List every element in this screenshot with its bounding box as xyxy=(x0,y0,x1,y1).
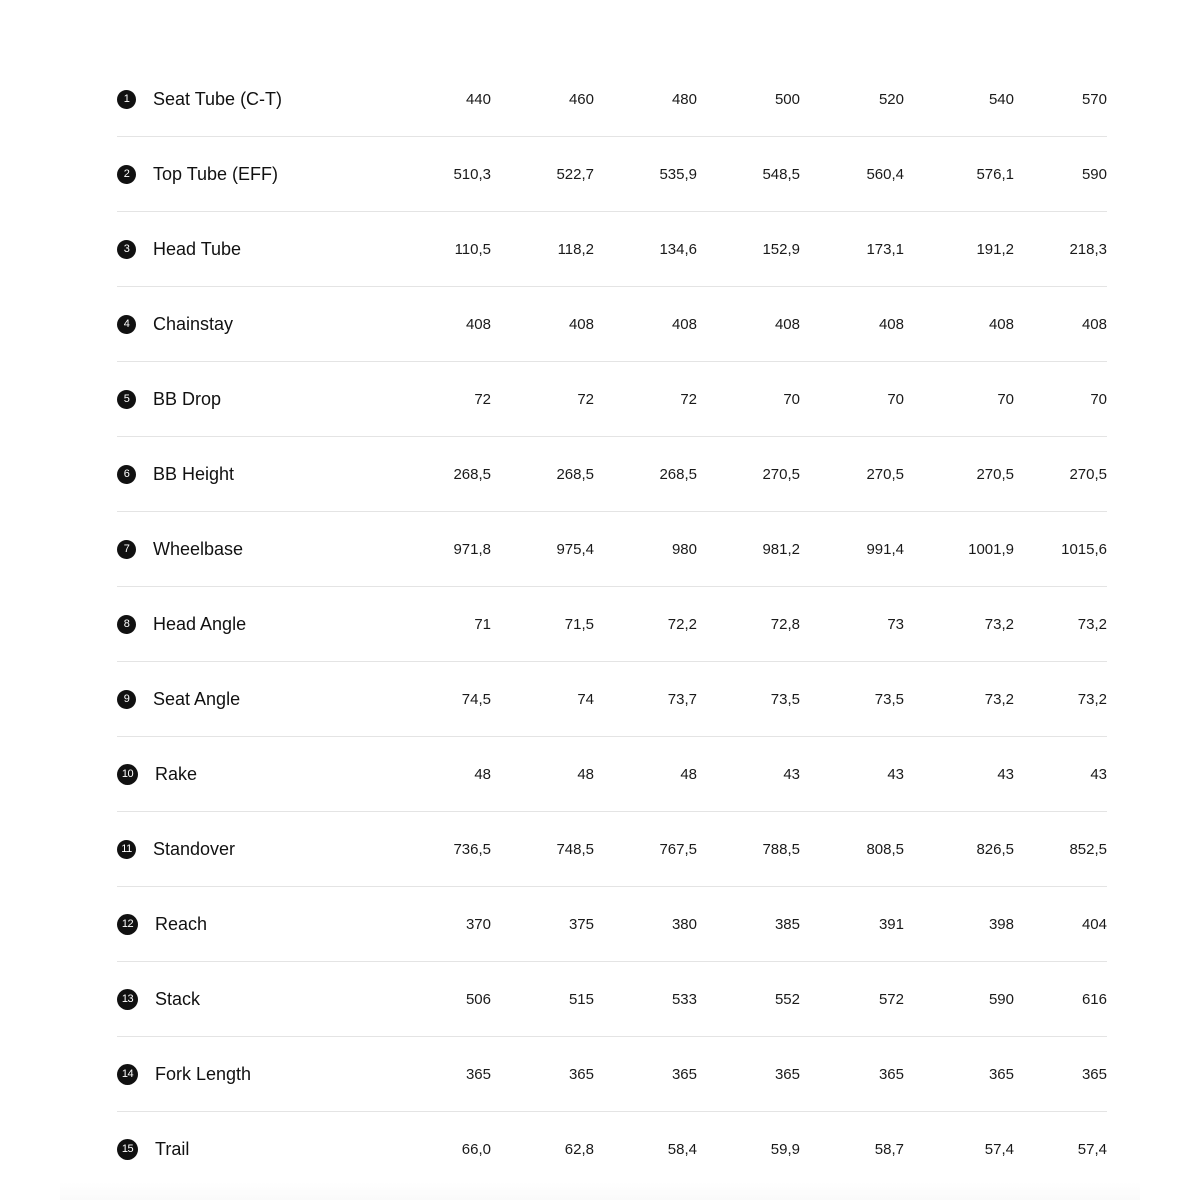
row-label: Wheelbase xyxy=(153,539,244,559)
table-cell: 480 xyxy=(671,91,697,108)
table-cell: 72,2 xyxy=(667,616,697,633)
row-label: Head Angle xyxy=(153,614,247,634)
table-row xyxy=(117,1037,1107,1112)
table-cell: 971,8 xyxy=(453,541,491,558)
geometry-table xyxy=(117,62,1107,1187)
table-cell: 71,5 xyxy=(564,616,594,633)
row-number-badge: 11 xyxy=(117,840,136,859)
table-row xyxy=(117,137,1107,212)
table-row xyxy=(117,587,1107,662)
table-cell: 365 xyxy=(774,1066,800,1083)
table-cell: 520 xyxy=(878,91,904,108)
table-cell: 73,7 xyxy=(667,691,697,708)
table-cell: 408 xyxy=(465,316,491,333)
table-cell: 365 xyxy=(465,1066,491,1083)
table-cell: 70 xyxy=(783,391,800,408)
table-cell: 767,5 xyxy=(659,841,697,858)
row-label: Standover xyxy=(153,839,236,859)
table-cell: 72 xyxy=(680,391,697,408)
table-cell: 268,5 xyxy=(556,466,594,483)
table-row xyxy=(117,737,1107,812)
table-cell: 440 xyxy=(465,91,491,108)
table-cell: 48 xyxy=(577,766,594,783)
table-cell: 590 xyxy=(988,991,1014,1008)
table-cell: 365 xyxy=(671,1066,697,1083)
table-cell: 70 xyxy=(997,391,1014,408)
table-cell: 134,6 xyxy=(659,241,697,258)
row-number-badge: 5 xyxy=(117,390,136,409)
table-cell: 981,2 xyxy=(762,541,800,558)
table-cell: 70 xyxy=(887,391,904,408)
table-cell: 73 xyxy=(887,616,904,633)
table-cell: 570 xyxy=(1081,91,1107,108)
table-cell: 71 xyxy=(474,616,491,633)
table-cell: 460 xyxy=(568,91,594,108)
table-cell: 73,5 xyxy=(770,691,800,708)
row-label: Top Tube (EFF) xyxy=(153,164,279,184)
table-cell: 72 xyxy=(577,391,594,408)
table-cell: 48 xyxy=(474,766,491,783)
table-cell: 72,8 xyxy=(770,616,800,633)
table-cell: 73,2 xyxy=(984,616,1014,633)
table-cell: 408 xyxy=(671,316,697,333)
table-cell: 500 xyxy=(774,91,800,108)
row-label: Stack xyxy=(155,989,201,1009)
table-cell: 270,5 xyxy=(1069,466,1107,483)
table-cell: 385 xyxy=(774,916,800,933)
table-cell: 852,5 xyxy=(1069,841,1107,858)
table-cell: 73,5 xyxy=(874,691,904,708)
row-label: Reach xyxy=(155,914,208,934)
table-row xyxy=(117,887,1107,962)
table-cell: 380 xyxy=(671,916,697,933)
bottom-fade-divider xyxy=(60,1182,1140,1200)
table-cell: 58,4 xyxy=(667,1141,697,1158)
table-row xyxy=(117,812,1107,887)
table-cell: 408 xyxy=(568,316,594,333)
table-cell: 590 xyxy=(1081,166,1107,183)
row-label: Seat Angle xyxy=(153,689,241,709)
table-row xyxy=(117,62,1107,137)
table-row xyxy=(117,212,1107,287)
row-number-badge: 4 xyxy=(117,315,136,334)
row-number-badge: 10 xyxy=(117,764,138,785)
table-cell: 62,8 xyxy=(564,1141,594,1158)
table-cell: 73,2 xyxy=(1077,616,1107,633)
table-cell: 73,2 xyxy=(984,691,1014,708)
row-number-badge: 1 xyxy=(117,90,136,109)
table-cell: 375 xyxy=(568,916,594,933)
table-row xyxy=(117,512,1107,587)
table-cell: 43 xyxy=(997,766,1014,783)
table-cell: 788,5 xyxy=(762,841,800,858)
table-cell: 404 xyxy=(1081,916,1107,933)
table-cell: 72 xyxy=(474,391,491,408)
table-cell: 218,3 xyxy=(1069,241,1107,258)
table-row xyxy=(117,437,1107,512)
table-cell: 270,5 xyxy=(976,466,1014,483)
table-cell: 826,5 xyxy=(976,841,1014,858)
table-cell: 408 xyxy=(988,316,1014,333)
table-cell: 748,5 xyxy=(556,841,594,858)
table-cell: 191,2 xyxy=(976,241,1014,258)
row-number-badge: 2 xyxy=(117,165,136,184)
table-cell: 73,2 xyxy=(1077,691,1107,708)
table-cell: 370 xyxy=(465,916,491,933)
table-cell: 616 xyxy=(1081,991,1107,1008)
table-cell: 736,5 xyxy=(453,841,491,858)
table-row xyxy=(117,662,1107,737)
table-row xyxy=(117,362,1107,437)
table-cell: 74 xyxy=(577,691,594,708)
table-cell: 408 xyxy=(1081,316,1107,333)
table-cell: 1015,6 xyxy=(1061,541,1107,558)
table-cell: 270,5 xyxy=(866,466,904,483)
row-number-badge: 15 xyxy=(117,1139,138,1160)
table-cell: 43 xyxy=(1090,766,1107,783)
table-cell: 975,4 xyxy=(556,541,594,558)
table-cell: 515 xyxy=(568,991,594,1008)
table-cell: 57,4 xyxy=(1077,1141,1107,1158)
row-number-badge: 7 xyxy=(117,540,136,559)
table-cell: 74,5 xyxy=(461,691,491,708)
row-label: Seat Tube (C-T) xyxy=(153,89,283,109)
row-label: BB Height xyxy=(153,464,235,484)
row-number-badge: 8 xyxy=(117,615,136,634)
table-cell: 57,4 xyxy=(984,1141,1014,1158)
row-label: BB Drop xyxy=(153,389,222,409)
table-cell: 365 xyxy=(988,1066,1014,1083)
table-row xyxy=(117,962,1107,1037)
table-cell: 270,5 xyxy=(762,466,800,483)
table-cell: 522,7 xyxy=(556,166,594,183)
table-cell: 991,4 xyxy=(866,541,904,558)
row-label: Fork Length xyxy=(155,1064,252,1084)
table-cell: 66,0 xyxy=(461,1141,491,1158)
table-row xyxy=(117,1112,1107,1187)
table-row xyxy=(117,287,1107,362)
row-number-badge: 6 xyxy=(117,465,136,484)
row-label: Chainstay xyxy=(153,314,234,334)
row-number-badge: 14 xyxy=(117,1064,138,1085)
table-cell: 391 xyxy=(878,916,904,933)
table-cell: 268,5 xyxy=(453,466,491,483)
table-cell: 365 xyxy=(568,1066,594,1083)
table-cell: 808,5 xyxy=(866,841,904,858)
table-cell: 408 xyxy=(774,316,800,333)
row-number-badge: 12 xyxy=(117,914,138,935)
table-cell: 980 xyxy=(671,541,697,558)
table-cell: 552 xyxy=(774,991,800,1008)
table-cell: 506 xyxy=(465,991,491,1008)
table-cell: 572 xyxy=(878,991,904,1008)
table-cell: 533 xyxy=(671,991,697,1008)
table-cell: 535,9 xyxy=(659,166,697,183)
row-number-badge: 9 xyxy=(117,690,136,709)
table-cell: 58,7 xyxy=(874,1141,904,1158)
table-cell: 548,5 xyxy=(762,166,800,183)
table-cell: 398 xyxy=(988,916,1014,933)
table-cell: 560,4 xyxy=(866,166,904,183)
table-cell: 43 xyxy=(783,766,800,783)
row-label: Head Tube xyxy=(153,239,242,259)
table-cell: 43 xyxy=(887,766,904,783)
table-cell: 152,9 xyxy=(762,241,800,258)
table-cell: 1001,9 xyxy=(968,541,1014,558)
table-cell: 576,1 xyxy=(976,166,1014,183)
row-number-badge: 3 xyxy=(117,240,136,259)
table-cell: 59,9 xyxy=(770,1141,800,1158)
table-cell: 510,3 xyxy=(453,166,491,183)
table-cell: 540 xyxy=(988,91,1014,108)
table-cell: 110,5 xyxy=(454,241,491,258)
row-number-badge: 13 xyxy=(117,989,138,1010)
table-cell: 268,5 xyxy=(659,466,697,483)
table-cell: 365 xyxy=(878,1066,904,1083)
row-label: Trail xyxy=(155,1139,190,1159)
table-cell: 173,1 xyxy=(866,241,904,258)
table-cell: 70 xyxy=(1090,391,1107,408)
table-cell: 48 xyxy=(680,766,697,783)
row-label: Rake xyxy=(155,764,198,784)
table-cell: 408 xyxy=(878,316,904,333)
table-cell: 365 xyxy=(1081,1066,1107,1083)
table-cell: 118,2 xyxy=(557,241,594,258)
